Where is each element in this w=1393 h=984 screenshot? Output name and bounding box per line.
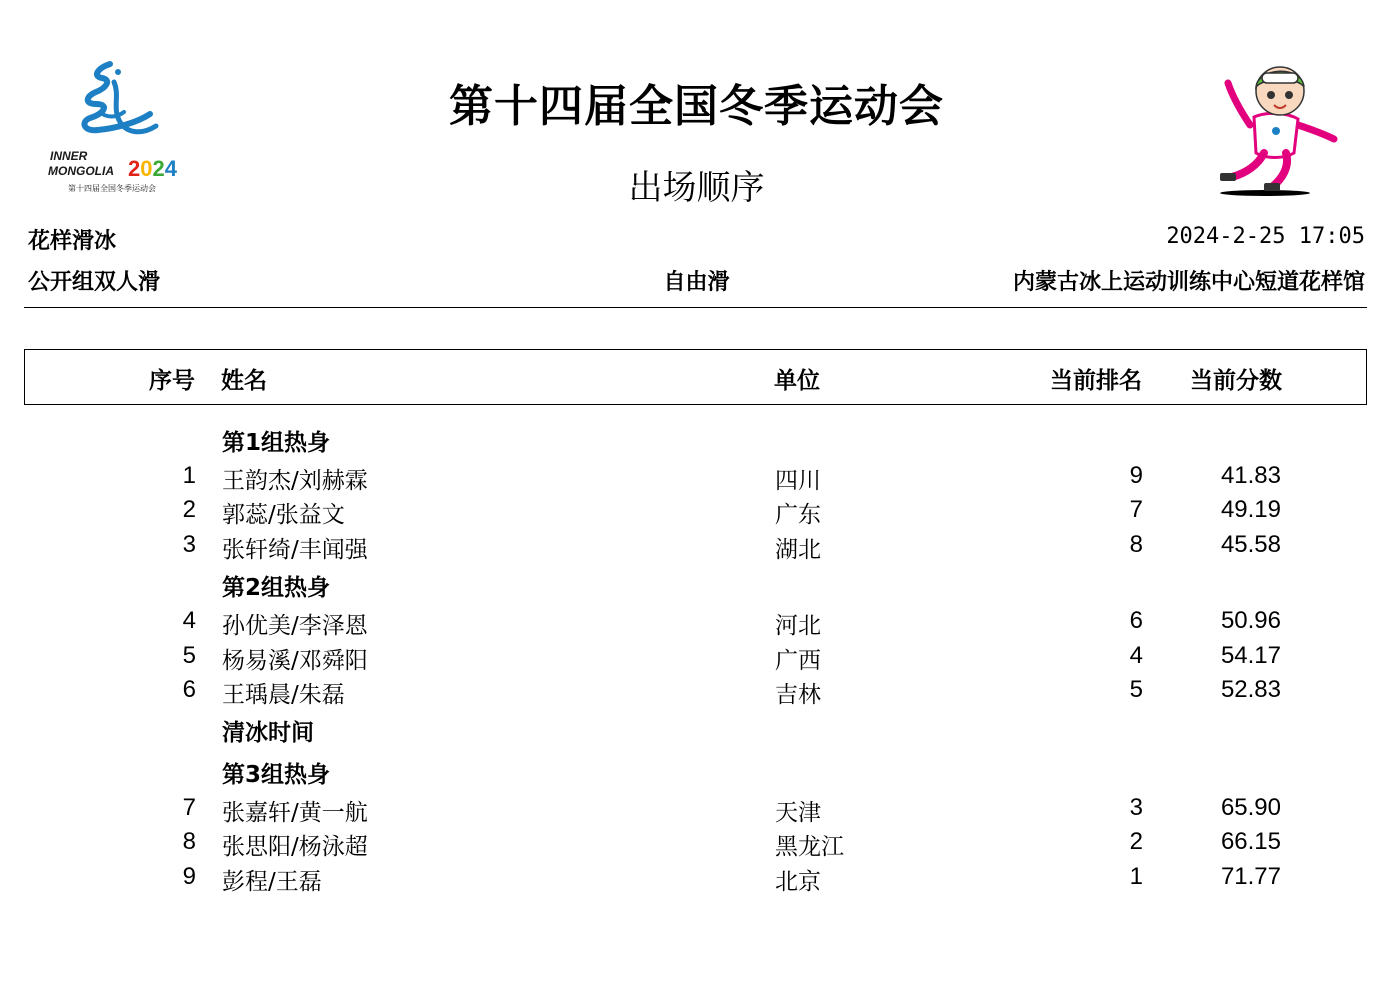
name-cell: 杨易溪/邓舜阳 bbox=[222, 648, 368, 674]
score-cell: 49.19 bbox=[1220, 496, 1281, 523]
name-cell: 张轩绮/丰闻强 bbox=[222, 537, 368, 563]
rank-cell: 3 bbox=[1129, 794, 1143, 821]
logo-caption: 第十四届全国冬季运动会 bbox=[68, 184, 156, 193]
venue-label: 内蒙古冰上运动训练中心短道花样馆 bbox=[1012, 270, 1365, 295]
rank-cell: 2 bbox=[1129, 828, 1143, 855]
table-row bbox=[0, 462, 1393, 496]
rank-cell: 5 bbox=[1129, 676, 1143, 703]
unit-cell: 吉林 bbox=[775, 682, 821, 708]
discipline-label: 花样滑冰 bbox=[28, 229, 117, 254]
score-cell: 50.96 bbox=[1220, 607, 1281, 634]
unit-cell: 广西 bbox=[775, 648, 821, 674]
column-header-unit: 单位 bbox=[774, 368, 820, 394]
table-row bbox=[0, 794, 1393, 828]
logo-year-digit: 2 bbox=[128, 156, 141, 181]
column-header-rank: 当前排名 bbox=[1050, 368, 1142, 394]
rank-cell: 1 bbox=[1129, 863, 1143, 890]
group-label: 第3组热身 bbox=[222, 762, 331, 788]
group-label: 第1组热身 bbox=[222, 430, 331, 456]
seq-cell: 6 bbox=[182, 676, 196, 703]
rank-cell: 9 bbox=[1129, 462, 1143, 489]
table-row bbox=[0, 863, 1393, 897]
rank-cell: 8 bbox=[1129, 531, 1143, 558]
score-cell: 45.58 bbox=[1220, 531, 1281, 558]
unit-cell: 湖北 bbox=[775, 537, 821, 563]
table-row bbox=[0, 828, 1393, 862]
table-row bbox=[0, 531, 1393, 565]
unit-cell: 天津 bbox=[775, 800, 821, 826]
seq-cell: 1 bbox=[182, 462, 196, 489]
column-header-score: 当前分数 bbox=[1190, 368, 1282, 394]
seq-cell: 2 bbox=[182, 496, 196, 523]
table-row bbox=[0, 676, 1393, 710]
score-cell: 71.77 bbox=[1220, 863, 1281, 890]
column-header-name: 姓名 bbox=[221, 368, 267, 394]
seq-cell: 3 bbox=[182, 531, 196, 558]
logo-text-line2: MONGOLIA bbox=[48, 164, 114, 178]
unit-cell: 北京 bbox=[775, 869, 821, 895]
logo-year-digit: 0 bbox=[140, 156, 153, 181]
group-label: 第2组热身 bbox=[222, 575, 331, 601]
category-label: 公开组双人滑 bbox=[28, 270, 161, 295]
header-divider bbox=[24, 307, 1367, 308]
name-cell: 彭程/王磊 bbox=[222, 869, 322, 895]
table-row bbox=[0, 642, 1393, 676]
unit-cell: 河北 bbox=[775, 613, 821, 639]
ice-resurfacing-label: 清冰时间 bbox=[222, 720, 314, 746]
name-cell: 王韵杰/刘赫霖 bbox=[222, 468, 368, 494]
unit-cell: 黑龙江 bbox=[775, 834, 844, 860]
rank-cell: 4 bbox=[1129, 642, 1143, 669]
name-cell: 郭蕊/张益文 bbox=[222, 502, 345, 528]
rank-cell: 7 bbox=[1129, 496, 1143, 523]
page-title: 第十四届全国冬季运动会 bbox=[449, 81, 944, 132]
name-cell: 王瑀晨/朱磊 bbox=[222, 682, 345, 708]
score-cell: 54.17 bbox=[1220, 642, 1281, 669]
score-cell: 66.15 bbox=[1220, 828, 1281, 855]
score-cell: 41.83 bbox=[1220, 462, 1281, 489]
page-subtitle: 出场顺序 bbox=[628, 168, 765, 208]
score-cell: 65.90 bbox=[1220, 794, 1281, 821]
seq-cell: 4 bbox=[182, 607, 196, 634]
name-cell: 张嘉轩/黄一航 bbox=[222, 800, 368, 826]
table-row bbox=[0, 607, 1393, 641]
seq-cell: 5 bbox=[182, 642, 196, 669]
rank-cell: 6 bbox=[1129, 607, 1143, 634]
logo-year-digit: 2 bbox=[152, 156, 165, 181]
table-header bbox=[24, 349, 1367, 405]
column-header-seq: 序号 bbox=[149, 368, 195, 394]
unit-cell: 四川 bbox=[775, 468, 821, 494]
unit-cell: 广东 bbox=[775, 502, 821, 528]
logo-text-line1: INNER bbox=[50, 149, 88, 163]
score-cell: 52.83 bbox=[1220, 676, 1281, 703]
seq-cell: 8 bbox=[182, 828, 196, 855]
table-row bbox=[0, 496, 1393, 530]
name-cell: 孙优美/李泽恩 bbox=[222, 613, 368, 639]
event-datetime: 2024-2-25 17:05 bbox=[1166, 224, 1365, 249]
seq-cell: 9 bbox=[182, 863, 196, 890]
name-cell: 张思阳/杨泳超 bbox=[222, 834, 368, 860]
segment-label: 自由滑 bbox=[663, 270, 730, 295]
seq-cell: 7 bbox=[182, 794, 196, 821]
logo-year-digit: 4 bbox=[164, 156, 177, 181]
